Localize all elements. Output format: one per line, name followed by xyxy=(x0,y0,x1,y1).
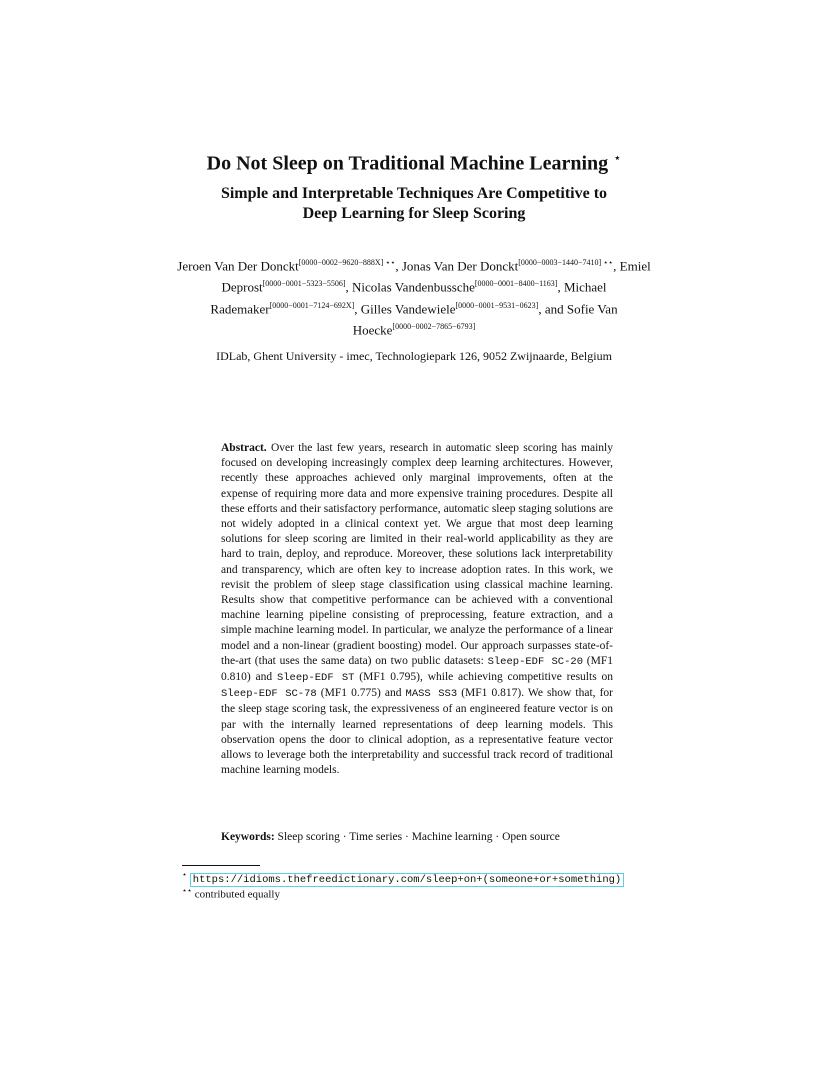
title-footnote-mark[interactable]: ⋆ xyxy=(613,150,622,165)
footnote-mark: ⋆ xyxy=(182,870,188,879)
dataset-name: Sleep-EDF ST xyxy=(276,672,355,685)
footnote-mark: ⋆⋆ xyxy=(182,886,193,895)
abstract-text: (MF1 0.775) and xyxy=(316,687,406,700)
author-orcid[interactable]: [0000−0002−7865−6793] xyxy=(392,321,476,331)
abstract xyxy=(221,441,613,778)
footnote-2 xyxy=(182,886,280,901)
arxiv-sidebar xyxy=(16,228,60,688)
author-orcid[interactable]: [0000−0001−5323−5506] xyxy=(262,279,346,289)
author-list: Jeroen Van Der Donckt[0000−0002−9620−888X] ⋆⋆, Jonas Van Der Donckt[0000−0003−1440−7410] ⋆⋆, Emiel Deprost[0000−0001−5323−5506], Nicolas Vandenbussche[0000−0001−8400−1163], Michael Rademaker[0000−0001−7124−692X], Gilles Vandewiele[0000−0001−9531−0623], and Sofie Van Hoecke[0000−0002−7865−6793] xyxy=(177,258,651,338)
footnote-url-link[interactable]: https://idioms.thefreedictionary.com/sleep+on+(someone+or+something) xyxy=(190,873,624,887)
author-orcid[interactable]: [0000−0003−1440−7410] xyxy=(518,258,602,267)
author-name: Gilles Vandewiele xyxy=(360,300,456,316)
subtitle-line-1: Simple and Interpretable Techniques Are Competitive to xyxy=(220,185,608,202)
author-name: Michael Rademaker xyxy=(210,279,607,316)
footnote-rule xyxy=(182,865,260,866)
author-orcid[interactable]: [0000−0001−7124−692X] xyxy=(269,300,355,310)
keywords-label: Keywords: xyxy=(221,831,275,843)
abstract-label: Abstract. xyxy=(221,442,267,454)
footnote-text: contributed equally xyxy=(194,888,280,901)
author-name: Emiel Deprost xyxy=(221,258,651,295)
abstract-text: (MF1 0.817). We show that, for the sleep stage scoring task, the expressiveness of an engineered feature vector is on par with the internally learned representations of deep learning models. This observation opens the door to clinical adoption, as a representative feature vector allows to leverage both the interpretability and successful track record of traditional machine learning models. xyxy=(221,687,613,777)
author-name: Nicolas Vandenbussche xyxy=(352,279,475,295)
author-mark: ⋆⋆ xyxy=(601,258,614,267)
dataset-name: Sleep-EDF SC-20 xyxy=(487,655,583,668)
dataset-name: MASS SS3 xyxy=(405,688,458,701)
abstract-text: (MF1 0.795), while achieving competitive results on xyxy=(354,671,613,684)
subtitle-line-2: Deep Learning for Sleep Scoring xyxy=(302,205,526,222)
author-orcid[interactable]: [0000−0001−8400−1163] xyxy=(474,279,558,289)
author-orcid[interactable]: [0000−0002−9620−888X] xyxy=(298,258,384,267)
footnote-1 xyxy=(182,870,624,886)
paper-title xyxy=(100,150,728,176)
abstract-text: Over the last few years, research in automatic sleep scoring has mainly focused on developing increasingly complex deep learning architectures. However, recently these approaches achieved only marginal improvements, often at the expense of requiring more data and more expensive training procedures. Despite all these efforts and their satisfactory performance, automatic sleep staging solutions are not widely adopted in a clinical context yet. We argue that most deep learning solutions for sleep scoring are limited in their real-world applicability as they are hard to train, deploy, and reproduce. Moreover, these solutions lack interpretability and transparency, which are often key to increase adoption rates. In this work, we revisit the problem of sleep stage classification using classical machine learning. Results show that competitive performance can be achieved with a conventional machine learning pipeline consisting of preprocessing, feature extraction, and a simple machine learning model. In particular, we analyze the performance of a linear model and a non-linear (gradient boosting) model. Our approach surpasses state-of-the-art (that uses the same data) on two public datasets: xyxy=(221,442,613,667)
title-text: Do Not Sleep on Traditional Machine Learning xyxy=(206,152,609,175)
author-orcid[interactable]: [0000−0001−9531−0623] xyxy=(455,300,539,310)
author-name: Jeroen Van Der Donckt xyxy=(177,258,299,274)
dataset-name: Sleep-EDF SC-78 xyxy=(221,688,317,701)
author-mark: ⋆⋆ xyxy=(383,258,396,267)
keywords-text: Sleep scoring · Time series · Machine learning · Open source xyxy=(277,831,560,843)
paper-subtitle xyxy=(150,184,678,224)
author-name: Sofie Van Hoecke xyxy=(352,300,618,338)
abstract-text: (MF1 0.810) and xyxy=(221,654,613,684)
author-name: Jonas Van Der Donckt xyxy=(401,258,519,274)
affiliation: IDLab, Ghent University - imec, Technologiepark 126, 9052 Zwijnaarde, Belgium xyxy=(216,349,612,363)
keywords xyxy=(221,831,641,843)
